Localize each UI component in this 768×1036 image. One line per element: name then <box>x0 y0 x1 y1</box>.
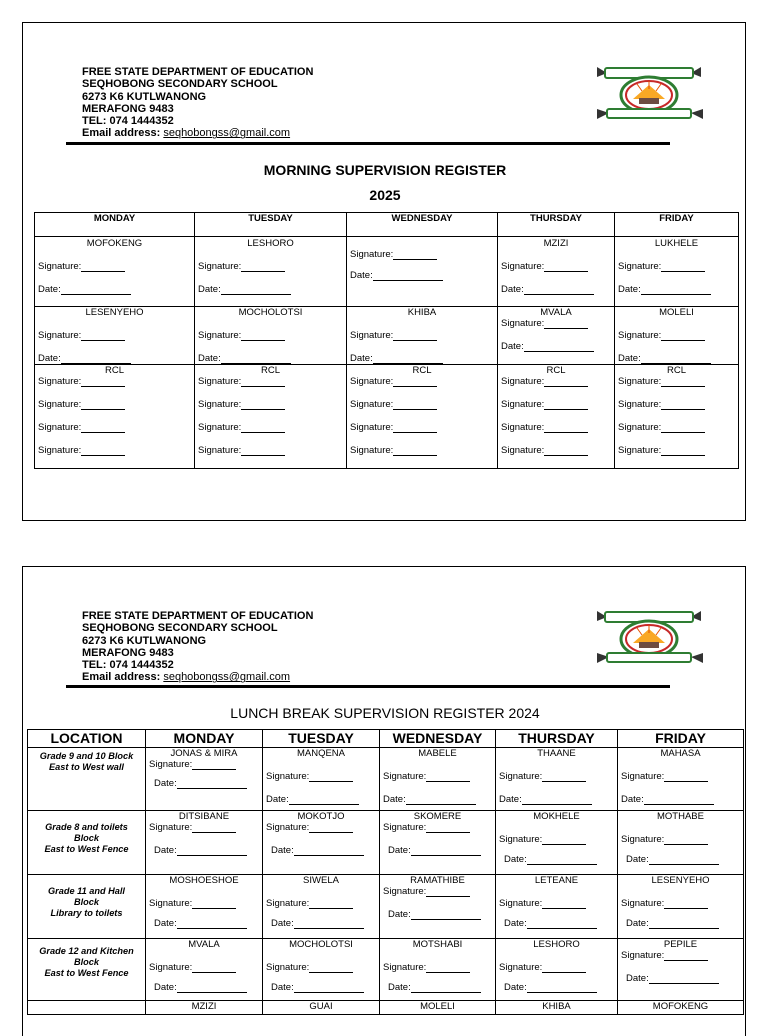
location-line: Grade 11 and Hall <box>48 886 125 896</box>
date-line[interactable] <box>406 804 476 805</box>
signature-label: Signature: <box>499 771 543 782</box>
date-label: Date: <box>499 794 522 805</box>
duty-cell <box>146 811 263 875</box>
date-label: Date: <box>621 794 644 805</box>
signature-line[interactable] <box>309 832 353 833</box>
teacher-name: MOKHELE <box>533 811 580 822</box>
signature-line[interactable] <box>544 386 588 387</box>
signature-label: Signature: <box>149 822 193 833</box>
duty-cell <box>498 307 615 365</box>
rcl-label: RCL <box>260 365 280 376</box>
rcl-label: RCL <box>666 365 686 376</box>
duty-cell <box>380 875 496 939</box>
signature-line[interactable] <box>542 781 586 782</box>
day-header: WEDNESDAY <box>347 213 498 237</box>
teacher-name: MANQENA <box>296 748 346 759</box>
duty-cell <box>615 307 739 365</box>
signature-label: Signature: <box>350 249 394 260</box>
signature-label: Signature: <box>350 422 394 433</box>
signature-line[interactable] <box>241 271 285 272</box>
location-line: Grade 8 and toilets <box>45 822 128 832</box>
date-label: Date: <box>198 353 221 364</box>
signature-line[interactable] <box>426 896 470 897</box>
date-line[interactable] <box>294 928 364 929</box>
location-cell <box>28 875 146 939</box>
signature-label: Signature: <box>501 376 545 387</box>
signature-line[interactable] <box>393 409 437 410</box>
teacher-name: MAHASA <box>660 748 701 759</box>
signature-line[interactable] <box>393 455 437 456</box>
teacher-name: PEPILE <box>663 939 698 950</box>
signature-label: Signature: <box>38 422 82 433</box>
duty-cell <box>618 875 744 939</box>
signature-label: Signature: <box>266 898 310 909</box>
signature-line[interactable] <box>81 340 125 341</box>
date-line[interactable] <box>177 992 247 993</box>
signature-label: Signature: <box>38 376 82 387</box>
signature-label: Signature: <box>350 399 394 410</box>
date-label: Date: <box>388 845 411 856</box>
teacher-name: LESENYEHO <box>651 875 710 886</box>
signature-label: Signature: <box>621 898 665 909</box>
signature-label: Signature: <box>383 962 427 973</box>
teacher-name: JONAS & MIRA <box>170 748 238 759</box>
signature-line[interactable] <box>309 908 353 909</box>
day-header: MONDAY <box>146 730 263 748</box>
signature-label: Signature: <box>266 771 310 782</box>
date-line[interactable] <box>524 294 594 295</box>
teacher-name: GUAI <box>263 1001 380 1015</box>
duty-cell <box>380 811 496 875</box>
teacher-name: THAANE <box>537 748 576 759</box>
teacher-name: MABELE <box>418 748 457 759</box>
signature-line[interactable] <box>542 972 586 973</box>
date-label: Date: <box>388 982 411 993</box>
signature-label: Signature: <box>38 445 82 456</box>
date-label: Date: <box>504 918 527 929</box>
lunch-register-title: LUNCH BREAK SUPERVISION REGISTER 2024 <box>230 705 540 721</box>
date-line[interactable] <box>373 363 443 364</box>
signature-line[interactable] <box>542 844 586 845</box>
rcl-cell <box>35 365 195 469</box>
signature-label: Signature: <box>383 822 427 833</box>
email-address: seqhobongss@gmail.com <box>163 671 291 684</box>
signature-line[interactable] <box>542 908 586 909</box>
signature-label: Signature: <box>618 445 662 456</box>
location-line: Library to toilets <box>50 908 123 918</box>
duty-cell <box>380 939 496 1001</box>
duty-cell <box>263 939 380 1001</box>
signature-line[interactable] <box>664 960 708 961</box>
date-label: Date: <box>504 854 527 865</box>
date-label: Date: <box>383 794 406 805</box>
school-crest-logo <box>593 65 743 127</box>
email-address: seqhobongss@gmail.com <box>163 127 291 140</box>
signature-label: Signature: <box>499 834 543 845</box>
signature-line[interactable] <box>661 271 705 272</box>
teacher-name: MOCHOLOTSI <box>289 939 353 950</box>
signature-line[interactable] <box>661 386 705 387</box>
day-header: FRIDAY <box>615 213 739 237</box>
date-label: Date: <box>618 353 641 364</box>
date-line[interactable] <box>289 804 359 805</box>
letterhead-line: SEQHOBONG SECONDARY SCHOOL <box>82 622 278 635</box>
signature-label: Signature: <box>499 898 543 909</box>
letterhead-line: MERAFONG 9483 <box>82 102 174 115</box>
signature-label: Signature: <box>38 261 82 272</box>
signature-line[interactable] <box>661 432 705 433</box>
signature-label: Signature: <box>501 399 545 410</box>
date-label: Date: <box>504 982 527 993</box>
signature-line[interactable] <box>664 908 708 909</box>
date-line[interactable] <box>177 928 247 929</box>
date-label: Date: <box>271 918 294 929</box>
signature-label: Signature: <box>501 261 545 272</box>
signature-label: Signature: <box>621 950 665 961</box>
date-line[interactable] <box>221 294 291 295</box>
teacher-name: MZIZI <box>146 1001 263 1015</box>
letterhead-line: SEQHOBONG SECONDARY SCHOOL <box>82 78 278 91</box>
teacher-name: SIWELA <box>303 875 339 886</box>
morning-register-year: 2025 <box>369 187 401 203</box>
duty-cell <box>496 875 618 939</box>
date-line[interactable] <box>411 919 481 920</box>
signature-label: Signature: <box>618 422 662 433</box>
signature-line[interactable] <box>661 455 705 456</box>
signature-line[interactable] <box>192 769 236 770</box>
teacher-name: DITSIBANE <box>178 811 230 822</box>
signature-label: Signature: <box>501 318 545 329</box>
teacher-name: LESHORO <box>247 238 294 249</box>
signature-line[interactable] <box>661 409 705 410</box>
location-line: East to West Fence <box>44 844 129 854</box>
signature-label: Signature: <box>198 330 242 341</box>
signature-line[interactable] <box>81 271 125 272</box>
duty-cell <box>615 237 739 307</box>
teacher-name: RAMATHIBE <box>410 875 465 886</box>
header-divider <box>66 685 670 688</box>
signature-label: Signature: <box>38 330 82 341</box>
signature-label: Signature: <box>38 399 82 410</box>
duty-cell <box>618 811 744 875</box>
signature-line[interactable] <box>241 386 285 387</box>
signature-label: Signature: <box>618 261 662 272</box>
date-line[interactable] <box>294 992 364 993</box>
duty-cell <box>496 748 618 811</box>
letterhead-line: TEL: 074 1444352 <box>82 115 174 128</box>
signature-line[interactable] <box>393 340 437 341</box>
teacher-name: MOKOTJO <box>297 811 345 822</box>
signature-label: Signature: <box>501 422 545 433</box>
date-line[interactable] <box>294 855 364 856</box>
duty-cell <box>35 307 195 365</box>
school-crest-logo <box>593 609 743 671</box>
duty-cell <box>146 875 263 939</box>
signature-line[interactable] <box>426 781 470 782</box>
signature-label: Signature: <box>383 771 427 782</box>
duty-cell <box>263 748 380 811</box>
duty-cell <box>146 748 263 811</box>
date-label: Date: <box>266 794 289 805</box>
teacher-name: MZIZI <box>543 238 569 249</box>
teacher-name: MOFOKENG <box>86 238 143 249</box>
signature-label: Signature: <box>198 422 242 433</box>
date-line[interactable] <box>221 363 291 364</box>
signature-line[interactable] <box>661 340 705 341</box>
teacher-name: MOTSHABI <box>412 939 463 950</box>
teacher-name: LESHORO <box>533 939 580 950</box>
header-divider <box>66 142 670 145</box>
date-label: Date: <box>198 284 221 295</box>
rcl-label: RCL <box>412 365 432 376</box>
date-line[interactable] <box>61 294 131 295</box>
location-line: East to West wall <box>49 762 124 772</box>
signature-line[interactable] <box>192 832 236 833</box>
day-header: THURSDAY <box>496 730 618 748</box>
date-line[interactable] <box>411 855 481 856</box>
lunch-supervision-table <box>27 729 744 1015</box>
rcl-cell <box>195 365 347 469</box>
letterhead-line: TEL: 074 1444352 <box>82 659 174 672</box>
date-label: Date: <box>501 284 524 295</box>
teacher-name: LESENYEHO <box>85 307 144 318</box>
date-label: Date: <box>154 778 177 789</box>
date-label: Date: <box>501 341 524 352</box>
duty-cell <box>498 237 615 307</box>
location-line: East to West Fence <box>44 968 129 978</box>
signature-line[interactable] <box>192 972 236 973</box>
date-label: Date: <box>38 284 61 295</box>
teacher-name: MOCHOLOTSI <box>238 307 303 318</box>
duty-cell <box>618 748 744 811</box>
duty-cell <box>347 307 498 365</box>
signature-label: Signature: <box>198 399 242 410</box>
date-label: Date: <box>350 270 373 281</box>
teacher-name: MOLELI <box>380 1001 496 1015</box>
duty-cell <box>195 307 347 365</box>
date-label: Date: <box>618 284 641 295</box>
signature-line[interactable] <box>544 455 588 456</box>
location-header: LOCATION <box>28 730 146 748</box>
signature-label: Signature: <box>350 376 394 387</box>
rcl-label: RCL <box>104 365 124 376</box>
signature-label: Signature: <box>618 399 662 410</box>
date-line[interactable] <box>649 983 719 984</box>
signature-label: Signature: <box>149 898 193 909</box>
signature-line[interactable] <box>192 908 236 909</box>
date-line[interactable] <box>177 855 247 856</box>
signature-label: Signature: <box>501 445 545 456</box>
duty-cell <box>380 748 496 811</box>
rcl-cell <box>347 365 498 469</box>
email-label: Email address: <box>82 671 161 684</box>
teacher-name: KHIBA <box>407 307 437 318</box>
letterhead-line: 6273 K6 KUTLWANONG <box>82 90 207 103</box>
signature-line[interactable] <box>241 409 285 410</box>
location-cell <box>28 939 146 1001</box>
signature-line[interactable] <box>544 432 588 433</box>
teacher-name: MVALA <box>540 307 572 318</box>
day-header: MONDAY <box>35 213 195 237</box>
signature-line[interactable] <box>426 832 470 833</box>
date-line[interactable] <box>527 864 597 865</box>
signature-label: Signature: <box>350 330 394 341</box>
morning-register-title: MORNING SUPERVISION REGISTER <box>263 162 507 178</box>
duty-cell <box>35 237 195 307</box>
date-label: Date: <box>271 982 294 993</box>
duty-cell <box>263 811 380 875</box>
signature-label: Signature: <box>149 962 193 973</box>
letterhead-line: FREE STATE DEPARTMENT OF EDUCATION <box>82 610 314 622</box>
rcl-cell <box>615 365 739 469</box>
signature-line[interactable] <box>81 432 125 433</box>
date-label: Date: <box>154 845 177 856</box>
lunch-register-page <box>22 566 746 1036</box>
rcl-cell <box>498 365 615 469</box>
date-line[interactable] <box>527 928 597 929</box>
signature-line[interactable] <box>81 409 125 410</box>
signature-label: Signature: <box>149 759 193 770</box>
email-label: Email address: <box>82 127 161 140</box>
signature-label: Signature: <box>198 445 242 456</box>
signature-label: Signature: <box>350 445 394 456</box>
location-line: Grade 9 and 10 Block <box>39 751 134 761</box>
signature-line[interactable] <box>241 340 285 341</box>
signature-line[interactable] <box>544 409 588 410</box>
day-header: TUESDAY <box>195 213 347 237</box>
day-header: THURSDAY <box>498 213 615 237</box>
date-line[interactable] <box>524 351 594 352</box>
signature-label: Signature: <box>266 822 310 833</box>
location-cell <box>28 748 146 811</box>
signature-line[interactable] <box>664 781 708 782</box>
signature-line[interactable] <box>544 271 588 272</box>
location-line: Block <box>73 957 100 967</box>
teacher-name: MOSHOESHOE <box>169 875 239 886</box>
teacher-name: MVALA <box>188 939 220 950</box>
teacher-name: MOLELI <box>659 307 694 318</box>
signature-line[interactable] <box>309 972 353 973</box>
signature-line[interactable] <box>309 781 353 782</box>
date-label: Date: <box>626 918 649 929</box>
location-line: Block <box>73 833 100 843</box>
signature-line[interactable] <box>393 432 437 433</box>
signature-line[interactable] <box>544 328 588 329</box>
duty-cell <box>347 237 498 307</box>
location-cell <box>28 811 146 875</box>
school-letterhead <box>82 610 313 684</box>
date-line[interactable] <box>373 280 443 281</box>
duty-cell <box>195 237 347 307</box>
date-label: Date: <box>626 973 649 984</box>
date-line[interactable] <box>527 992 597 993</box>
morning-supervision-table <box>34 212 739 469</box>
date-line[interactable] <box>644 804 714 805</box>
signature-line[interactable] <box>393 386 437 387</box>
signature-label: Signature: <box>618 376 662 387</box>
signature-line[interactable] <box>664 844 708 845</box>
location-line: Block <box>73 897 100 907</box>
teacher-name: SKOMERE <box>413 811 462 822</box>
date-label: Date: <box>154 918 177 929</box>
signature-label: Signature: <box>383 886 427 897</box>
teacher-name: LUKHELE <box>654 238 699 249</box>
date-line[interactable] <box>641 294 711 295</box>
duty-cell <box>146 939 263 1001</box>
signature-label: Signature: <box>266 962 310 973</box>
date-label: Date: <box>271 845 294 856</box>
signature-label: Signature: <box>621 771 665 782</box>
day-header: FRIDAY <box>618 730 744 748</box>
morning-register-page <box>22 22 746 521</box>
teacher-name: KHIBA <box>496 1001 618 1015</box>
signature-label: Signature: <box>198 376 242 387</box>
signature-line[interactable] <box>393 259 437 260</box>
rcl-label: RCL <box>546 365 566 376</box>
date-label: Date: <box>350 353 373 364</box>
date-line[interactable] <box>177 788 247 789</box>
duty-cell <box>618 939 744 1001</box>
location-cell <box>28 1001 146 1015</box>
duty-cell <box>496 939 618 1001</box>
date-line[interactable] <box>61 363 131 364</box>
signature-label: Signature: <box>198 261 242 272</box>
letterhead-line: 6273 K6 KUTLWANONG <box>82 634 207 647</box>
letterhead-line: FREE STATE DEPARTMENT OF EDUCATION <box>82 66 314 78</box>
signature-line[interactable] <box>426 972 470 973</box>
duty-cell <box>496 811 618 875</box>
teacher-name: MOFOKENG <box>618 1001 744 1015</box>
location-line: Grade 12 and Kitchen <box>39 946 134 956</box>
date-label: Date: <box>626 854 649 865</box>
teacher-name: MOTHABE <box>657 811 704 822</box>
duty-cell <box>263 875 380 939</box>
signature-line[interactable] <box>81 386 125 387</box>
day-header: WEDNESDAY <box>380 730 496 748</box>
date-line[interactable] <box>522 804 592 805</box>
signature-line[interactable] <box>81 455 125 456</box>
teacher-name: LETEANE <box>534 875 579 886</box>
letterhead-line: MERAFONG 9483 <box>82 646 174 659</box>
signature-line[interactable] <box>241 432 285 433</box>
date-line[interactable] <box>641 363 711 364</box>
signature-label: Signature: <box>499 962 543 973</box>
signature-line[interactable] <box>241 455 285 456</box>
school-letterhead <box>82 66 313 140</box>
signature-label: Signature: <box>621 834 665 845</box>
date-label: Date: <box>154 982 177 993</box>
date-line[interactable] <box>649 864 719 865</box>
date-line[interactable] <box>411 992 481 993</box>
date-line[interactable] <box>649 928 719 929</box>
signature-label: Signature: <box>618 330 662 341</box>
day-header: TUESDAY <box>263 730 380 748</box>
date-label: Date: <box>38 353 61 364</box>
date-label: Date: <box>388 909 411 920</box>
